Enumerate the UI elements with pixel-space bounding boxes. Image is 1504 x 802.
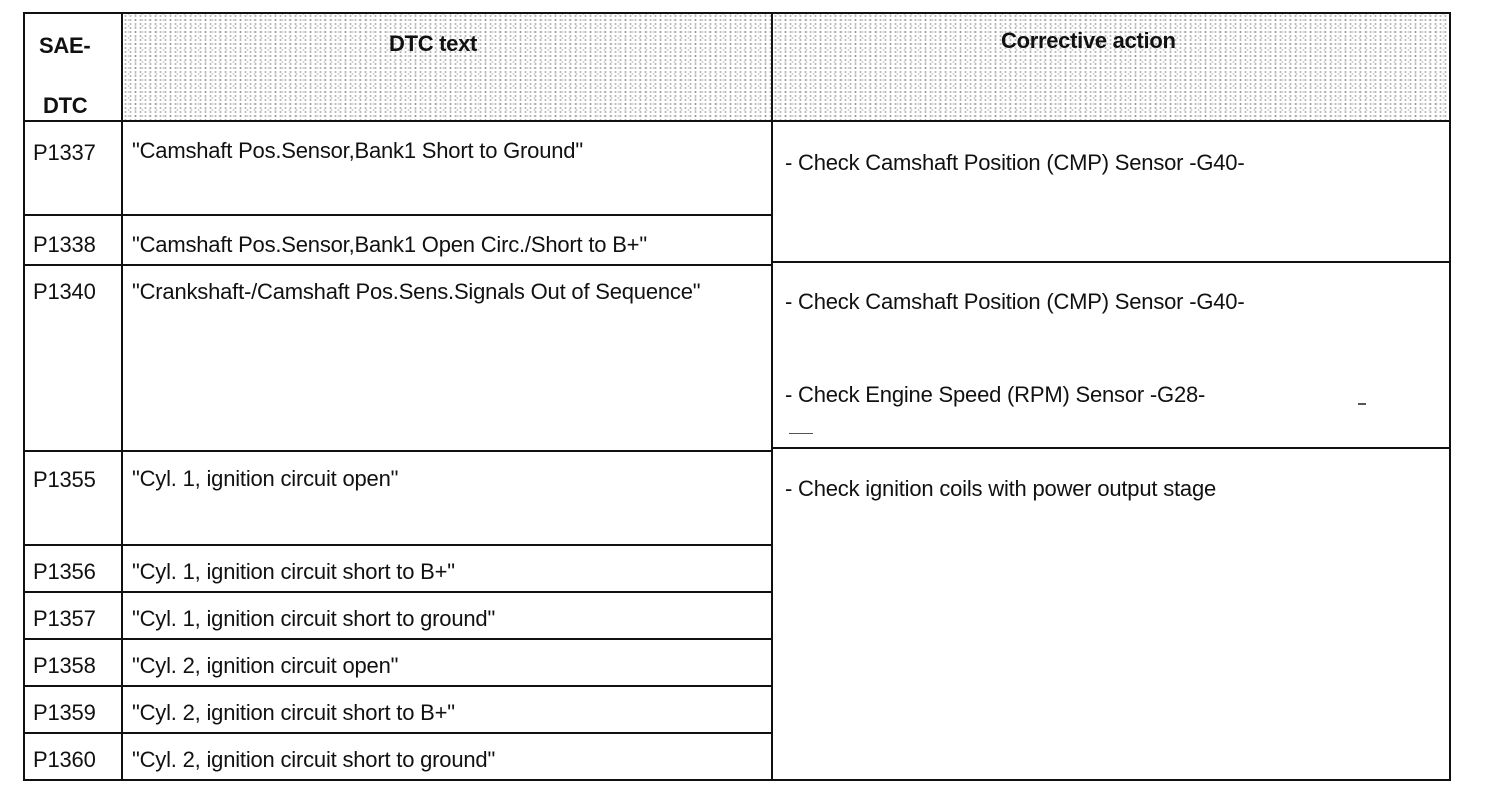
corrective-action: - Check Engine Speed (RPM) Sensor -G28-: [785, 382, 1206, 407]
dtc-code: P1338: [33, 232, 96, 257]
dtc-table: [23, 12, 1451, 781]
dtc-code: P1356: [33, 559, 96, 584]
dtc-description: "Cyl. 2, ignition circuit short to ground": [132, 747, 496, 772]
dtc-description: "Camshaft Pos.Sensor,Bank1 Open Circ./Short to B+": [132, 232, 647, 257]
header-dtc-text-label: DTC text: [389, 31, 478, 56]
dtc-code: P1355: [33, 467, 96, 492]
dtc-description: "Cyl. 1, ignition circuit open": [132, 466, 399, 491]
header-sae-dtc: [25, 14, 123, 122]
row-divider: [25, 685, 773, 687]
dtc-code: P1360: [33, 747, 96, 772]
dtc-description: "Crankshaft-/Camshaft Pos.Sens.Signals Out of Sequence": [132, 279, 701, 304]
corrective-action: - Check Camshaft Position (CMP) Sensor -G40-: [785, 150, 1245, 175]
scan-mark: [1358, 403, 1366, 405]
corrective-action: - Check ignition coils with power output stage: [785, 476, 1217, 501]
dtc-code: P1358: [33, 653, 96, 678]
dtc-code: P1340: [33, 279, 96, 304]
dtc-description: "Cyl. 1, ignition circuit short to B+": [132, 559, 455, 584]
dtc-description: "Cyl. 1, ignition circuit short to ground": [132, 606, 496, 631]
column-divider-1: [121, 14, 123, 779]
row-divider: [25, 638, 773, 640]
dtc-code: P1359: [33, 700, 96, 725]
dtc-description: "Camshaft Pos.Sensor,Bank1 Short to Ground": [132, 138, 583, 163]
scan-mark: [789, 433, 813, 434]
row-divider: [25, 264, 773, 266]
header-sae-line1: SAE-: [39, 33, 91, 58]
action-divider: [771, 261, 1449, 263]
header-dtc-text: [123, 14, 773, 122]
dtc-description: "Cyl. 2, ignition circuit open": [132, 653, 399, 678]
row-divider: [25, 732, 773, 734]
row-divider: [25, 450, 773, 452]
action-divider: [771, 447, 1449, 449]
row-divider: [25, 544, 773, 546]
header-corrective-action: [773, 14, 1449, 122]
dtc-code: P1337: [33, 140, 96, 165]
row-divider: [25, 214, 773, 216]
dtc-code: P1357: [33, 606, 96, 631]
header-corrective-action-label: Corrective action: [1001, 28, 1176, 53]
row-divider: [25, 591, 773, 593]
dtc-description: "Cyl. 2, ignition circuit short to B+": [132, 700, 455, 725]
header-sae-line2: DTC: [43, 93, 88, 118]
column-divider-2: [771, 14, 773, 779]
corrective-action: - Check Camshaft Position (CMP) Sensor -G40-: [785, 289, 1245, 314]
